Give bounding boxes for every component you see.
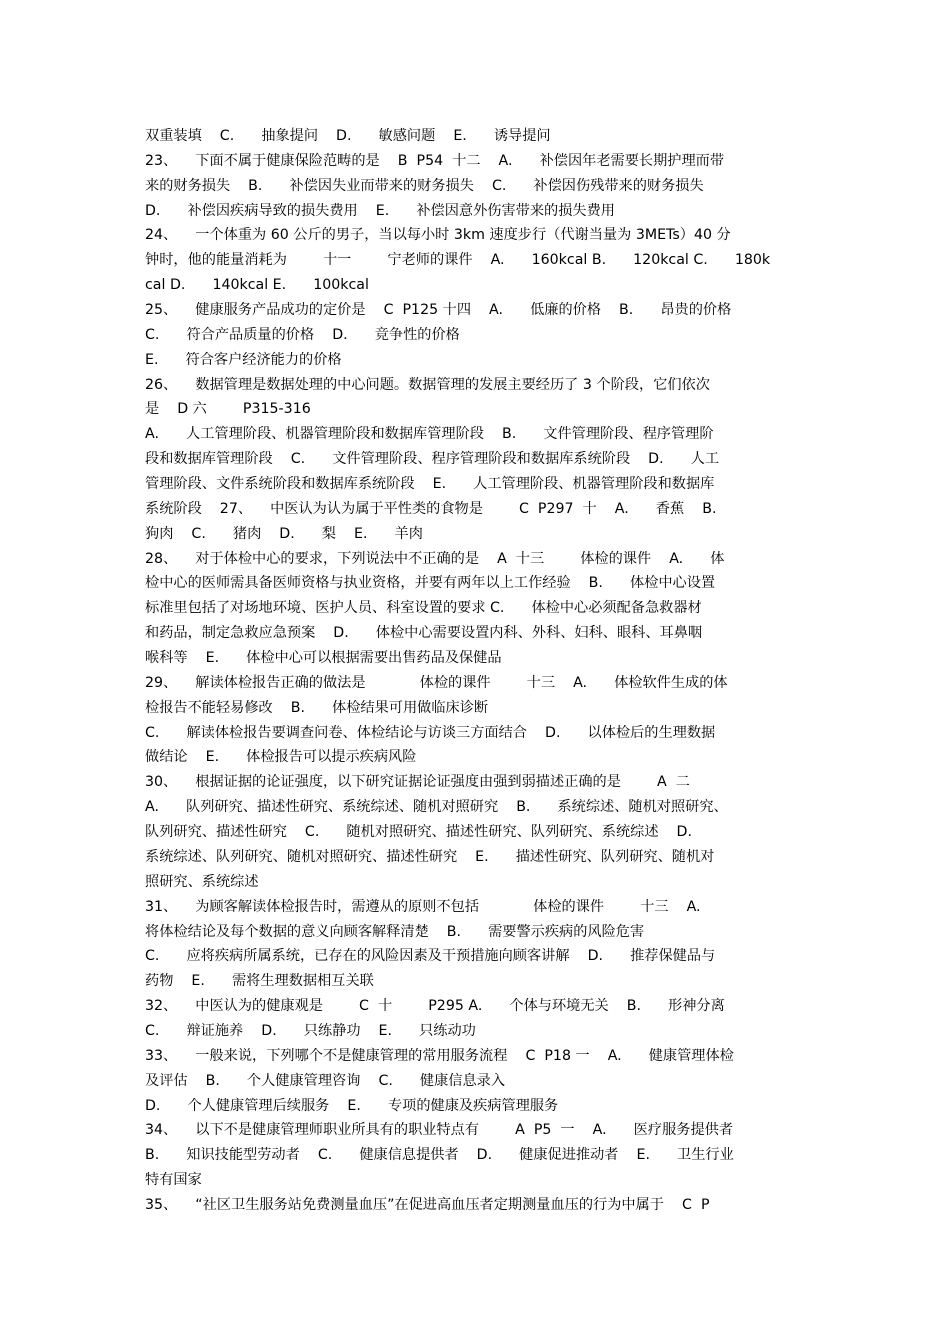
text-line: D. 补偿因疾病导致的损失费用 E. 补偿因意外伤害带来的损失费用: [145, 202, 615, 219]
text-line: C. 辩证施养 D. 只练静功 E. 只练动功: [145, 1022, 476, 1039]
text-line: 标准里包括了对场地环境、医护人员、科室设置的要求 C. 体检中心必须配备急救器材: [145, 600, 702, 617]
text-line: 30、 根据证据的论证强度，以下研究证据论证强度由强到弱描述正确的是 A 二: [145, 774, 690, 791]
text-line: 33、 一般来说，下列哪个不是健康管理的常用服务流程 C P18 一 A. 健康管理体检: [145, 1047, 734, 1064]
text-line: 管理阶段、文件系统阶段和数据库系统阶段 E. 人工管理阶段、机器管理阶段和数据库: [145, 476, 715, 493]
text-line: 钟时，他的能量消耗为 十一 宁老师的课件 A. 160kcal B. 120kcal C. 180k: [145, 252, 771, 269]
text-line: 26、 数据管理是数据处理的中心问题。数据管理的发展主要经历了 3 个阶段，它们依次: [145, 376, 710, 393]
text-line: 特有国家: [145, 1172, 202, 1189]
text-line: 队列研究、描述性研究 C. 随机对照研究、描述性研究、队列研究、系统综述 D.: [145, 824, 692, 841]
text-line: 系统综述、队列研究、随机对照研究、描述性研究 E. 描述性研究、队列研究、随机对: [145, 848, 715, 865]
text-line: 34、 以下不是健康管理师职业所具有的职业特点有 A P5 一 A. 医疗服务提供者: [145, 1122, 734, 1139]
text-line: 做结论 E. 体检报告可以提示疾病风险: [145, 749, 417, 766]
text-line: 双重装填 C. 抽象提问 D. 敏感问题 E. 诱导提问: [145, 128, 551, 144]
text-line: 喉科等 E. 体检中心可以根据需要出售药品及保健品: [145, 650, 502, 667]
text-line: A. 队列研究、描述性研究、系统综述、随机对照研究 B. 系统综述、随机对照研究、: [145, 799, 728, 816]
text-line: C. 符合产品质量的价格 D. 竞争性的价格: [145, 326, 460, 343]
text-line: 29、 解读体检报告正确的做法是 体检的课件 十三 A. 体检软件生成的体: [145, 674, 728, 691]
text-line: 检中心的医师需具备医师资格与执业资格，并要有两年以上工作经验 B. 体检中心设置: [145, 575, 716, 592]
text-line: 照研究、系统综述: [145, 873, 259, 890]
text-line: 25、 健康服务产品成功的定价是 C P125 十四 A. 低廉的价格 B. 昂贵的价格: [145, 302, 732, 319]
text-line: D. 个人健康管理后续服务 E. 专项的健康及疾病管理服务: [145, 1097, 559, 1114]
text-line: 32、 中医认为的健康观是 C 十 P295 A. 个体与环境无关 B. 形神分离: [145, 998, 725, 1015]
text-line: 将体检结论及每个数据的意义向顾客解释清楚 B. 需要警示疾病的风险危害: [145, 923, 645, 940]
text-line: C. 应将疾病所属系统，已存在的风险因素及干预措施向顾客讲解 D. 推荐保健品与: [145, 948, 716, 965]
text-line: A. 人工管理阶段、机器管理阶段和数据库管理阶段 B. 文件管理阶段、程序管理阶: [145, 426, 714, 443]
text-line: C. 解读体检报告要调查问卷、体检结论与访谈三方面结合 D. 以体检后的生理数据: [145, 724, 716, 741]
text-line: 31、 为顾客解读体检报告时，需遵从的原则不包括 体检的课件 十三 A.: [145, 898, 701, 915]
text-line: cal D. 140kcal E. 100kcal: [145, 277, 369, 294]
text-line: 来的财务损失 B. 补偿因失业而带来的财务损失 C. 补偿因伤残带来的财务损失: [145, 177, 704, 194]
text-line: 23、 下面不属于健康保险范畴的是 B P54 十二 A. 补偿因年老需要长期护理而带: [145, 152, 725, 169]
text-line: 35、 “社区卫生服务站免费测量血压”在促进高血压者定期测量血压的行为中属于 C P: [145, 1196, 710, 1213]
text-line: 和药品，制定急救应急预案 D. 体检中心需要设置内科、外科、妇科、眼科、耳鼻咽: [145, 625, 703, 642]
text-line: 24、 一个体重为 60 公斤的男子，当以每小时 3km 速度步行（代谢当量为 3METs）40 分: [145, 227, 731, 244]
text-line: 28、 对于体检中心的要求，下列说法中不正确的是 A 十三 体检的课件 A. 体: [145, 550, 725, 567]
text-line: 狗肉 C. 猪肉 D. 梨 E. 羊肉: [145, 525, 423, 542]
text-line: 是 D 六 P315-316: [145, 401, 311, 418]
text-line: E. 符合客户经济能力的价格: [145, 351, 342, 368]
text-line: 段和数据库管理阶段 C. 文件管理阶段、程序管理阶段和数据库系统阶段 D. 人工: [145, 451, 720, 468]
question-text-block: [145, 124, 815, 1218]
text-line: 药物 E. 需将生理数据相互关联: [145, 973, 374, 990]
text-line: 系统阶段 27、 中医认为认为属于平性类的食物是 C P297 十 A. 香蕉 B.: [145, 500, 717, 517]
text-line: 及评估 B. 个人健康管理咨询 C. 健康信息录入: [145, 1072, 506, 1089]
text-line: B. 知识技能型劳动者 C. 健康信息提供者 D. 健康促进推动者 E. 卫生行业: [145, 1147, 734, 1164]
text-line: 检报告不能轻易修改 B. 体检结果可用做临床诊断: [145, 699, 489, 716]
